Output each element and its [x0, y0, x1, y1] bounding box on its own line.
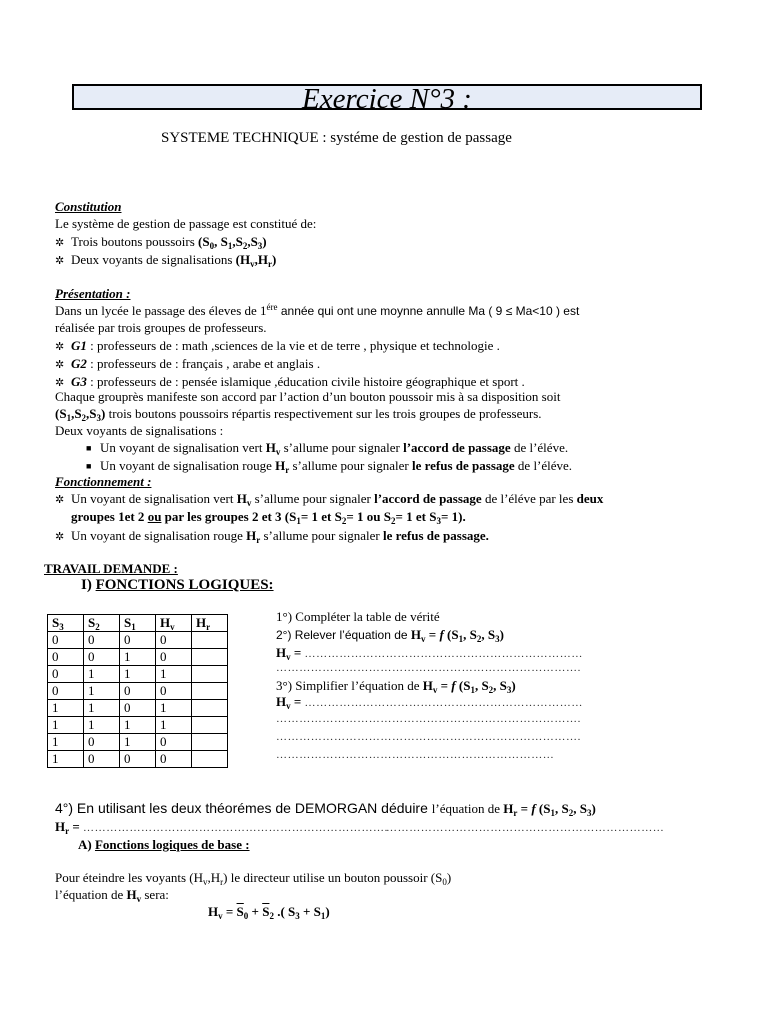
table-cell: 0	[48, 632, 84, 649]
asterisk-bullet-icon: ✲	[55, 341, 65, 353]
square-bullet-icon: ■	[86, 443, 92, 453]
table-row	[48, 700, 228, 717]
fonctionnement-item-2: ✲ Un voyant de signalisation rouge $H_r$ s’allume pour signaler le refus de passage.	[55, 528, 489, 545]
fonctionnement-heading: Fonctionnement :	[55, 474, 152, 489]
constitution-heading: Constitution	[55, 199, 122, 214]
table-cell: 0	[156, 683, 192, 700]
table-cell[interactable]	[192, 700, 228, 717]
table-row	[48, 632, 228, 649]
question-2-answer[interactable]: $H_v$ = ………………………………………………………………	[276, 645, 583, 662]
asterisk-bullet-icon: ✲	[55, 255, 65, 267]
question-3-answer[interactable]: $H_v$ = ………………………………………………………………	[276, 694, 583, 711]
table-cell: 1	[120, 666, 156, 683]
constitution-item-1: ✲ Trois boutons poussoirs ($S_0$, $S_1,S_2,S_3$)	[55, 234, 267, 251]
subtitle: SYSTEME TECHNIQUE : systéme de gestion de passage	[161, 130, 512, 146]
header-s3: $S_3$	[48, 615, 84, 632]
table-cell: 1	[120, 717, 156, 734]
table-row	[48, 649, 228, 666]
section-a-heading: A) Fonctions logiques de base :	[78, 837, 250, 852]
table-cell: 0	[120, 632, 156, 649]
presentation-line-2: réalisée par trois groupes de professeurs.	[55, 320, 267, 335]
table-cell: 1	[156, 700, 192, 717]
presentation-line-1: Dans un lycée le passage des éleves de $1^{ére}$ année qui ont une moynne annulle Ma ( 9 ≤ Ma<10 ) est	[55, 302, 580, 318]
table-cell[interactable]	[192, 632, 228, 649]
table-cell: 0	[120, 700, 156, 717]
table-cell: 0	[48, 666, 84, 683]
fonctionnement-item-1: ✲ Un voyant de signalisation vert $H_v$ s’allume pour signaler l’accord de passage de l’éléve par les deux	[55, 491, 604, 508]
section-a-line-2: l’équation de $H_v$ sera:	[55, 887, 169, 904]
constitution-item-2: ✲ Deux voyants de signalisations $(H_v,H_r)$	[55, 252, 277, 269]
table-cell[interactable]	[192, 649, 228, 666]
answer-line[interactable]: …………………………………………………………………….	[276, 662, 581, 674]
table-cell: 1	[48, 751, 84, 768]
question-4-answer[interactable]: $H_r$ = …………………………………………………………………….………………………………………………………………	[55, 819, 665, 836]
table-cell: 1	[48, 734, 84, 751]
group-g2: ✲ G2 : professeurs de : français , arabe et anglais .	[55, 356, 321, 371]
asterisk-bullet-icon: ✲	[55, 494, 65, 506]
table-header-row	[48, 615, 228, 632]
question-3: 3°) Simplifier l’équation de $H_v = f$ ($S_1$, $S_2$, $S_3$)	[276, 678, 516, 695]
question-1: 1°) Compléter la table de vérité	[276, 609, 440, 624]
fonctionnement-item-1-line-2: groupes 1et 2 ou par les groupes 2 et 3 ($S_1= 1$ et $S_2= 1$ ou $S_2= 1$ et $S_3= 1$).	[71, 509, 466, 526]
group-g3: ✲ G3 : professeurs de : pensée islamique ,éducation civile histoire géographique et sport .	[55, 374, 525, 389]
presentation-heading: Présentation :	[55, 286, 131, 301]
table-cell: 1	[84, 683, 120, 700]
asterisk-bullet-icon: ✲	[55, 531, 65, 543]
presentation-line-4: $(S_1,S_2,S_3)$ trois boutons poussoirs répartis respectivement sur les trois groupes de professeurs.	[55, 406, 542, 423]
square-bullet-icon: ■	[86, 461, 92, 471]
asterisk-bullet-icon: ✲	[55, 237, 65, 249]
header-hv: $H_v$	[156, 615, 192, 632]
presentation-line-3: Chaque grouprès manifeste son accord par l’action d’un bouton poussoir mis à sa disposition soit	[55, 389, 561, 404]
table-cell: 1	[156, 666, 192, 683]
table-cell: 0	[48, 683, 84, 700]
page-title: Exercice N°3 :	[302, 83, 472, 115]
table-cell: 1	[48, 700, 84, 717]
answer-line[interactable]: …………………………………………………………………….	[276, 731, 581, 743]
equation-hv: $H_v = \overline{S}_0 + \overline{S}_2$ .( $S_3 + S_1$)	[208, 904, 330, 921]
header-s1: $S_1$	[120, 615, 156, 632]
question-4: 4°) En utilisant les deux théorémes de DEMORGAN déduire l’équation de $H_r = f$ ($S_1$, $S_2$, $S_3$)	[55, 800, 596, 818]
table-cell: 1	[84, 666, 120, 683]
truth-table	[47, 614, 228, 768]
asterisk-bullet-icon: ✲	[55, 359, 65, 371]
travail-heading: TRAVAIL DEMANDE :	[44, 561, 178, 576]
table-row	[48, 666, 228, 683]
table-cell: 0	[156, 734, 192, 751]
presentation-line-5: Deux voyants de signalisations :	[55, 423, 224, 438]
constitution-intro: Le système de gestion de passage est constitué de:	[55, 216, 317, 231]
table-cell: 1	[120, 734, 156, 751]
section-a-line-1: Pour éteindre les voyants $(H_v,H_r)$ le directeur utilise un bouton poussoir $(S_0)$	[55, 870, 452, 887]
table-cell: 1	[84, 700, 120, 717]
table-cell: 0	[120, 683, 156, 700]
answer-line[interactable]: ………………………………………………………………	[276, 749, 555, 761]
voyant-vert-item: ■ Un voyant de signalisation vert $H_v$ s’allume pour signaler l’accord de passage de l’éléve.	[86, 440, 569, 457]
header-hr: $H_r$	[192, 615, 228, 632]
answer-line[interactable]: …………………………………………………………………….	[276, 713, 581, 725]
table-cell: 1	[156, 717, 192, 734]
table-cell: 0	[156, 751, 192, 768]
table-cell: 0	[156, 632, 192, 649]
table-cell[interactable]	[192, 751, 228, 768]
question-2: 2°) Relever l’équation de $H_v = f$ ($S_1$, $S_2$, $S_3$)	[276, 627, 504, 644]
table-cell[interactable]	[192, 734, 228, 751]
section-1-heading: I) FONCTIONS LOGIQUES:	[81, 577, 274, 593]
title-box	[72, 83, 702, 115]
asterisk-bullet-icon: ✲	[55, 377, 65, 389]
table-cell: 0	[84, 751, 120, 768]
table-cell: 0	[84, 632, 120, 649]
table-cell: 1	[48, 717, 84, 734]
table-cell: 1	[84, 717, 120, 734]
table-cell: 0	[84, 649, 120, 666]
table-cell: 0	[84, 734, 120, 751]
table-cell: 0	[156, 649, 192, 666]
table-cell: 1	[120, 649, 156, 666]
table-cell[interactable]	[192, 717, 228, 734]
header-s2: $S_2$	[84, 615, 120, 632]
group-g1: ✲ G1 : professeurs de : math ,sciences de la vie et de terre , physique et technologie .	[55, 338, 500, 353]
voyant-rouge-item: ■ Un voyant de signalisation rouge $H_r$ s’allume pour signaler le refus de passage de l’éléve.	[86, 458, 573, 475]
table-cell: 0	[48, 649, 84, 666]
table-row	[48, 717, 228, 734]
table-cell[interactable]	[192, 683, 228, 700]
table-row	[48, 751, 228, 768]
table-cell[interactable]	[192, 666, 228, 683]
table-row	[48, 734, 228, 751]
table-row	[48, 683, 228, 700]
table-cell: 0	[120, 751, 156, 768]
